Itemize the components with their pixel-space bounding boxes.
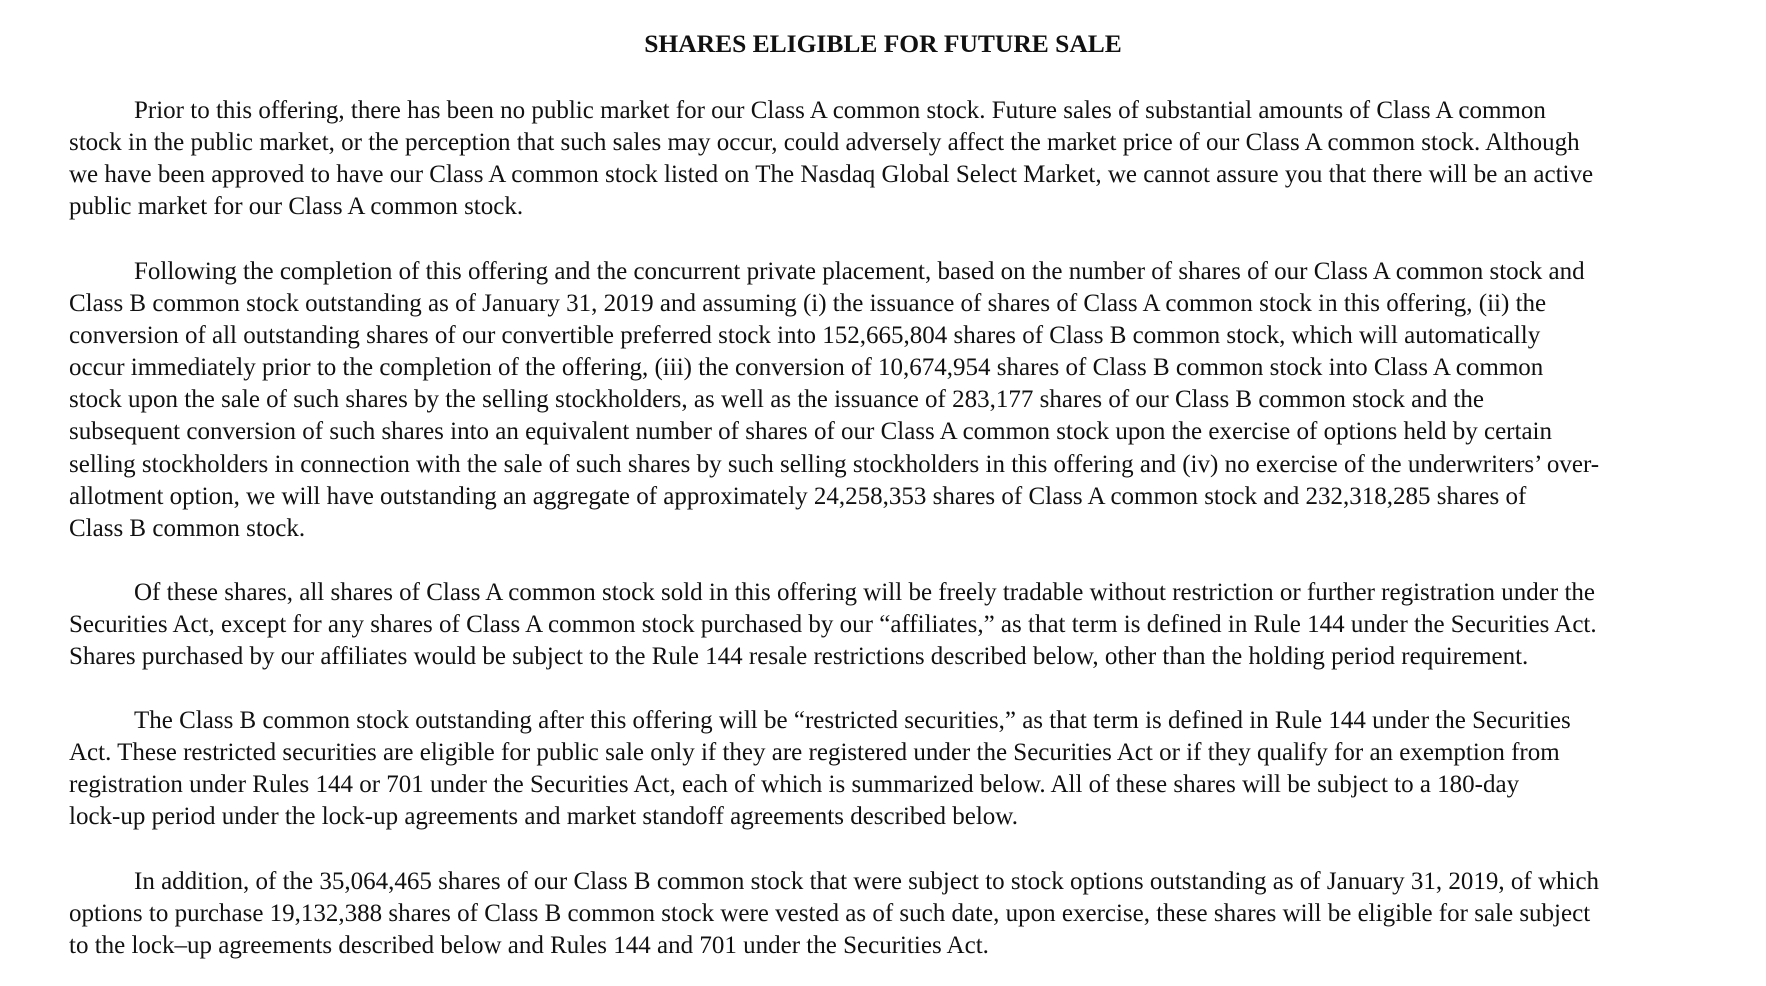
paragraph-freely-tradable — [69, 577, 1721, 673]
text-line: Class B common stock. — [69, 514, 306, 542]
text-line: we have been approved to have our Class A common stock listed on The Nasdaq Global Select Market, we cannot assure you that there will be an active — [69, 161, 1594, 189]
text-line: registration under Rules 144 or 701 under the Securities Act, each of which is summarized below. All of these shares will be subject to a 180-day — [69, 771, 1520, 799]
text-line: Act. These restricted securities are eligible for public sale only if they are registered under the Securities Act or if they qualify for an exemption from — [69, 739, 1560, 767]
text-line: options to purchase 19,132,388 shares of Class B common stock were vested as of such date, upon exercise, these shares will be eligible for sale subject — [69, 900, 1591, 928]
text-line: public market for our Class A common stock. — [69, 193, 524, 221]
text-line: conversion of all outstanding shares of our convertible preferred stock into 152,665,804 shares of Class B common stock, which will automatically — [69, 322, 1541, 350]
paragraph-shares-outstanding — [69, 256, 1721, 545]
text-line: Following the completion of this offering and the concurrent private placement, based on the number of shares of our Class A common stock and — [134, 258, 1585, 285]
text-line: Securities Act, except for any shares of Class A common stock purchased by our “affiliates,” as that term is defined in Rule 144 under the Securities Act. — [69, 611, 1597, 639]
text-line: allotment option, we will have outstanding an aggregate of approximately 24,258,353 shares of Class A common stock and 232,318,285 shares of — [69, 482, 1527, 510]
text-line: occur immediately prior to the completion of the offering, (iii) the conversion of 10,674,954 shares of Class B common stock into Class A common — [69, 354, 1544, 382]
text-line: Class B common stock outstanding as of January 31, 2019 and assuming (i) the issuance of shares of Class A common stock in this offering, (ii) the — [69, 290, 1547, 318]
paragraph-stock-options — [69, 866, 1721, 962]
text-line: selling stockholders in connection with the sale of such shares by such selling stockholders in this offering and (iv) no exercise of the underwriters’ over- — [69, 450, 1600, 478]
text-line: Shares purchased by our affiliates would be subject to the Rule 144 resale restrictions described below, other than the holding period requirement. — [69, 643, 1529, 671]
text-line: subsequent conversion of such shares into an equivalent number of shares of our Class A common stock upon the exercise of options held by certain — [69, 418, 1552, 446]
text-line: The Class B common stock outstanding after this offering will be “restricted securities,” as that term is defined in Rule 144 under the Securities — [134, 707, 1571, 734]
text-line: Of these shares, all shares of Class A common stock sold in this offering will be freely tradable without restriction or further registration under the — [134, 579, 1595, 606]
text-line: stock upon the sale of such shares by the selling stockholders, as well as the issuance of 283,177 shares of our Class B common stock and the — [69, 386, 1485, 414]
text-line: Prior to this offering, there has been no public market for our Class A common stock. Future sales of substantial amounts of Class A common — [134, 97, 1546, 124]
section-heading: SHARES ELIGIBLE FOR FUTURE SALE — [644, 29, 1122, 58]
text-line: stock in the public market, or the perception that such sales may occur, could adversely affect the market price of our Class A common stock. Although — [69, 129, 1580, 157]
text-line: In addition, of the 35,064,465 shares of our Class B common stock that were subject to stock options outstanding as of January 31, 2019, of which — [134, 868, 1600, 895]
text-line: lock-up period under the lock-up agreements and market standoff agreements described below. — [69, 803, 1018, 831]
paragraph-restricted-securities — [69, 705, 1721, 833]
paragraph-market-for-stock — [69, 95, 1721, 223]
text-line: to the lock–up agreements described below and Rules 144 and 701 under the Securities Act. — [69, 932, 989, 960]
